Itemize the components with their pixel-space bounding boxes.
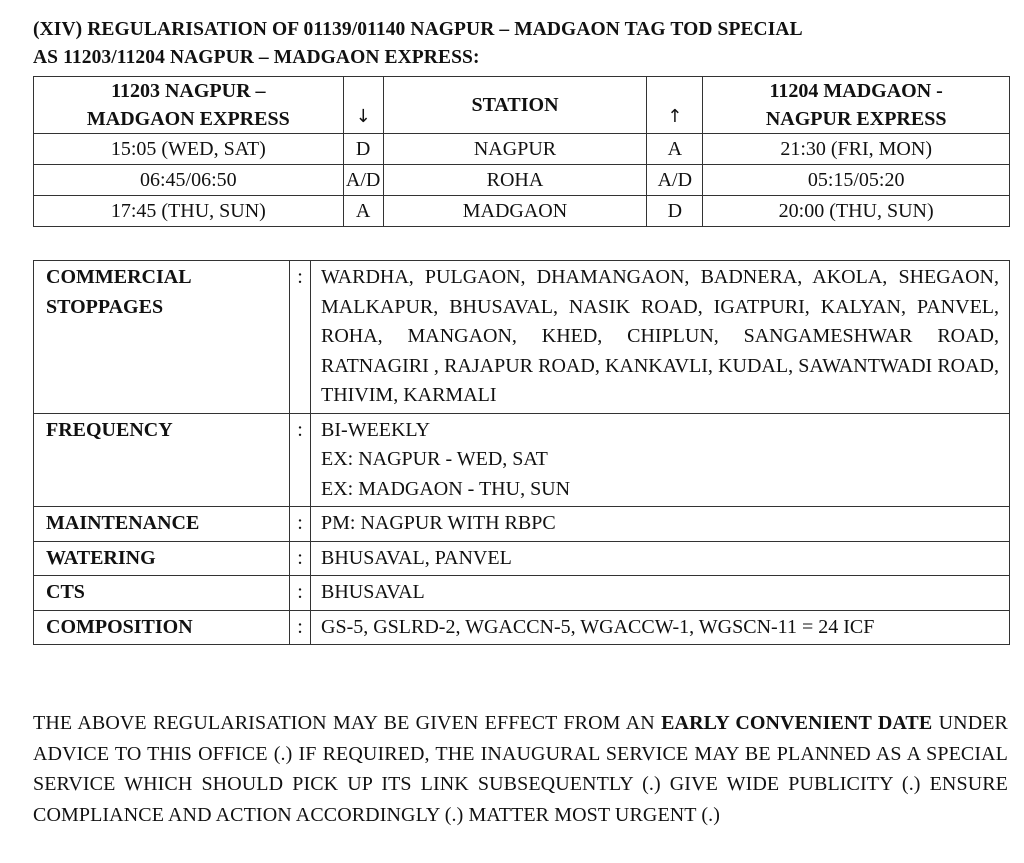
commercial-stoppages-label-line-2: STOPPAGES: [46, 295, 164, 318]
header-station: STATION: [383, 77, 647, 134]
details-row-commercial-stoppages: [34, 261, 1010, 414]
cts-label: CTS: [34, 576, 290, 611]
right-code: A/D: [647, 165, 703, 196]
cts-value: BHUSAVAL: [311, 576, 1010, 611]
separator-colon: :: [290, 576, 311, 611]
separator-colon: :: [290, 413, 311, 507]
header-train-11203-line-1: 11203 NAGPUR –: [111, 80, 266, 102]
right-time: 05:15/05:20: [703, 165, 1010, 196]
details-row-maintenance: [34, 507, 1010, 542]
right-time: 21:30 (FRI, MON): [703, 134, 1010, 165]
frequency-label: FREQUENCY: [34, 413, 290, 507]
header-train-11204: [703, 77, 1010, 134]
left-code: A: [343, 196, 383, 227]
separator-colon: :: [290, 507, 311, 542]
left-time: 15:05 (WED, SAT): [34, 134, 344, 165]
details-row-frequency: [34, 413, 1010, 507]
frequency-line-3: EX: MADGAON - THU, SUN: [321, 477, 571, 500]
timetable-row: [34, 134, 1010, 165]
left-time: 06:45/06:50: [34, 165, 344, 196]
details-row-watering: [34, 541, 1010, 576]
maintenance-label: MAINTENANCE: [34, 507, 290, 542]
timetable-row: [34, 165, 1010, 196]
commercial-stoppages-label: [34, 261, 290, 414]
header-train-11204-line-2: NAGPUR EXPRESS: [765, 108, 947, 130]
station-name: ROHA: [383, 165, 647, 196]
details-table: [33, 260, 1010, 645]
frequency-line-1: BI-WEEKLY: [321, 418, 431, 441]
timetable: [33, 76, 1010, 227]
section-heading: [33, 16, 1008, 72]
right-code: D: [647, 196, 703, 227]
station-name: NAGPUR: [383, 134, 647, 165]
composition-label: COMPOSITION: [34, 610, 290, 645]
separator-colon: :: [290, 541, 311, 576]
heading-line-2: AS 11203/11204 NAGPUR – MADGAON EXPRESS:: [33, 47, 480, 68]
station-name: MADGAON: [383, 196, 647, 227]
left-time: 17:45 (THU, SUN): [34, 196, 344, 227]
timetable-header-row: [34, 77, 1010, 134]
footer-bold-text: EARLY CONVENIENT DATE: [661, 712, 933, 734]
header-train-11203: [34, 77, 344, 134]
header-train-11204-line-1: 11204 MADGAON -: [769, 80, 943, 102]
details-row-composition: [34, 610, 1010, 645]
frequency-value: [311, 413, 1010, 507]
composition-value: GS-5, GSLRD-2, WGACCN-5, WGACCW-1, WGSCN-11 = 24 ICF: [311, 610, 1010, 645]
right-code: A: [647, 134, 703, 165]
timetable-row: [34, 196, 1010, 227]
right-time: 20:00 (THU, SUN): [703, 196, 1010, 227]
separator-colon: :: [290, 610, 311, 645]
separator-colon: :: [290, 261, 311, 414]
heading-line-1: (XIV) REGULARISATION OF 01139/01140 NAGPUR – MADGAON TAG TOD SPECIAL: [33, 19, 803, 40]
commercial-stoppages-value: WARDHA, PULGAON, DHAMANGAON, BADNERA, AKOLA, SHEGAON, MALKAPUR, BHUSAVAL, NASIK ROAD, IGATPURI, KALYAN, PANVEL, ROHA, MANGAON, KHED, CHIPLUN, SANGAMESHWAR ROAD, RATNAGIRI , RAJAPUR ROAD, KANKAVLI, KUDAL, SAWANTWADI ROAD, THIVIM, KARMALI: [311, 261, 1010, 414]
left-code: A/D: [343, 165, 383, 196]
commercial-stoppages-label-line-1: COMMERCIAL: [46, 266, 192, 288]
down-arrow-icon: ↓: [343, 77, 383, 134]
header-train-11203-line-2: MADGAON EXPRESS: [86, 108, 290, 130]
left-code: D: [343, 134, 383, 165]
frequency-line-2: EX: NAGPUR - WED, SAT: [321, 448, 548, 470]
footer-paragraph: [33, 708, 1008, 830]
up-arrow-icon: ↑: [647, 77, 703, 134]
watering-label: WATERING: [34, 541, 290, 576]
details-row-cts: [34, 576, 1010, 611]
footer-text-after: UNDER ADVICE TO THIS OFFICE (.) IF REQUIRED, THE INAUGURAL SERVICE MAY BE PLANNED AS A SPECIAL SERVICE WHICH SHOULD PICK UP ITS LINK SUBSEQUENTLY (.) GIVE WIDE PUBLICITY (.) ENSURE COMPLIANCE AND ACTION ACCORDINGLY (.) MATTER MOST URGENT (.): [33, 712, 1008, 826]
watering-value: BHUSAVAL, PANVEL: [311, 541, 1010, 576]
maintenance-value: PM: NAGPUR WITH RBPC: [311, 507, 1010, 542]
footer-text-before: THE ABOVE REGULARISATION MAY BE GIVEN EFFECT FROM AN: [33, 712, 662, 734]
